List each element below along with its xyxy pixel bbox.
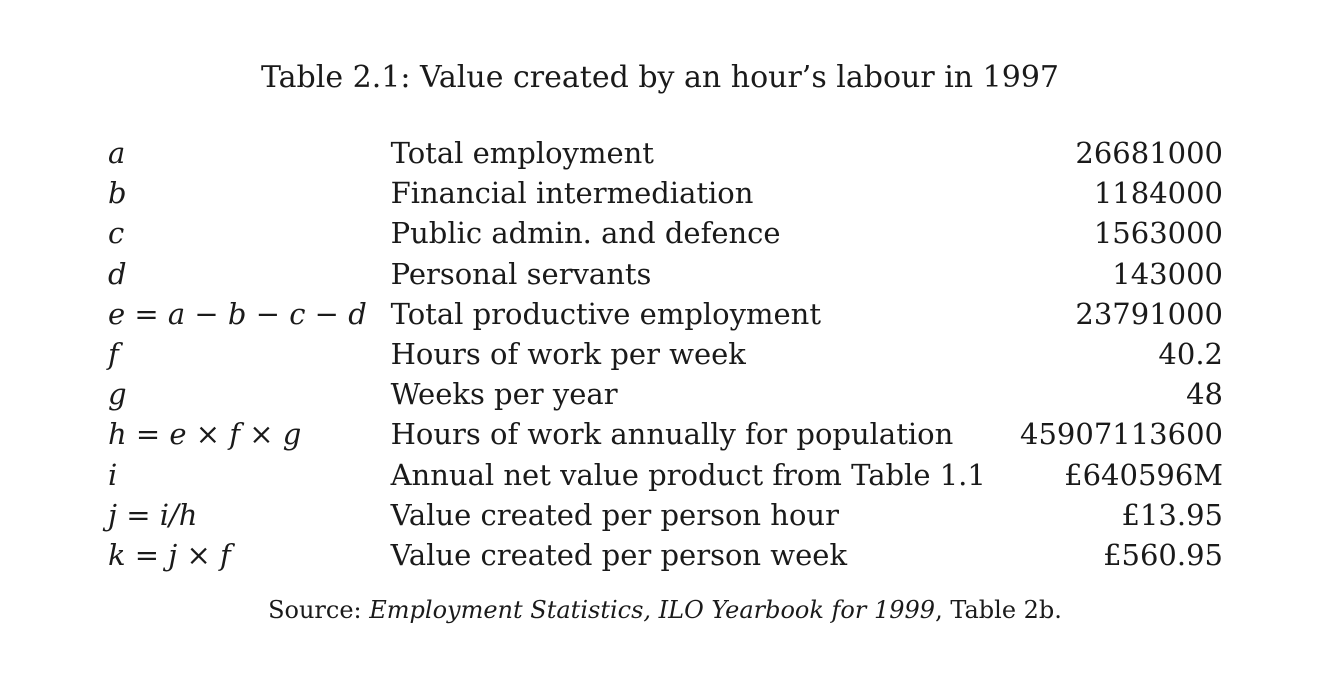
table-row [108, 294, 1223, 334]
row-description: Hours of work annually for population [390, 417, 954, 452]
source-title: Employment Statistics, ILO Yearbook for 1999 [369, 596, 936, 624]
table-row [108, 455, 1223, 495]
table-row [108, 133, 1223, 173]
row-description: Hours of work per week [390, 337, 746, 372]
row-symbol: a [108, 136, 126, 171]
row-description: Personal servants [390, 256, 652, 291]
row-description: Total productive employment [390, 296, 821, 331]
table-row [108, 535, 1223, 575]
table-row [108, 374, 1223, 414]
row-value: 1563000 [1093, 216, 1223, 251]
row-symbol: j = i/h [108, 497, 198, 532]
row-symbol: b [108, 176, 127, 211]
row-value: 45907113600 [1020, 417, 1223, 452]
row-value: £13.95 [1121, 497, 1223, 532]
row-symbol: d [108, 256, 127, 291]
row-symbol: g [108, 377, 127, 412]
table-row [108, 254, 1223, 294]
row-symbol: e = a − b − c − d [108, 296, 367, 331]
row-value: 40.2 [1158, 337, 1223, 372]
row-description: Total employment [390, 136, 654, 171]
row-description: Value created per person week [390, 537, 848, 572]
row-symbol: k = j × f [108, 537, 231, 572]
row-value: 48 [1186, 377, 1223, 412]
row-symbol: h = e × f × g [108, 417, 302, 452]
source-suffix: , Table 2b. [935, 596, 1062, 624]
row-value: 143000 [1112, 256, 1223, 291]
value-table [108, 133, 1223, 575]
row-symbol: i [108, 457, 118, 492]
row-description: Public admin. and defence [390, 216, 781, 251]
row-value: £560.95 [1103, 537, 1223, 572]
row-value: 23791000 [1075, 296, 1223, 331]
row-description: Financial intermediation [390, 176, 754, 211]
row-description: Weeks per year [390, 377, 618, 412]
row-description: Value created per person hour [390, 497, 839, 532]
source-prefix: Source: [268, 596, 370, 624]
table-row [108, 173, 1223, 213]
row-symbol: c [108, 216, 125, 251]
table-row [108, 414, 1223, 454]
row-value: 1184000 [1093, 176, 1223, 211]
row-value: £640596M [1064, 457, 1223, 492]
table-row [108, 334, 1223, 374]
row-description: Annual net value product from Table 1.1 [390, 457, 986, 492]
row-symbol: f [108, 337, 119, 372]
table-row [108, 213, 1223, 253]
row-value: 26681000 [1075, 136, 1223, 171]
source-note [0, 592, 1320, 628]
table-caption: Table 2.1: Value created by an hour’s labour in 1997 [260, 60, 1060, 95]
table-row [108, 495, 1223, 535]
